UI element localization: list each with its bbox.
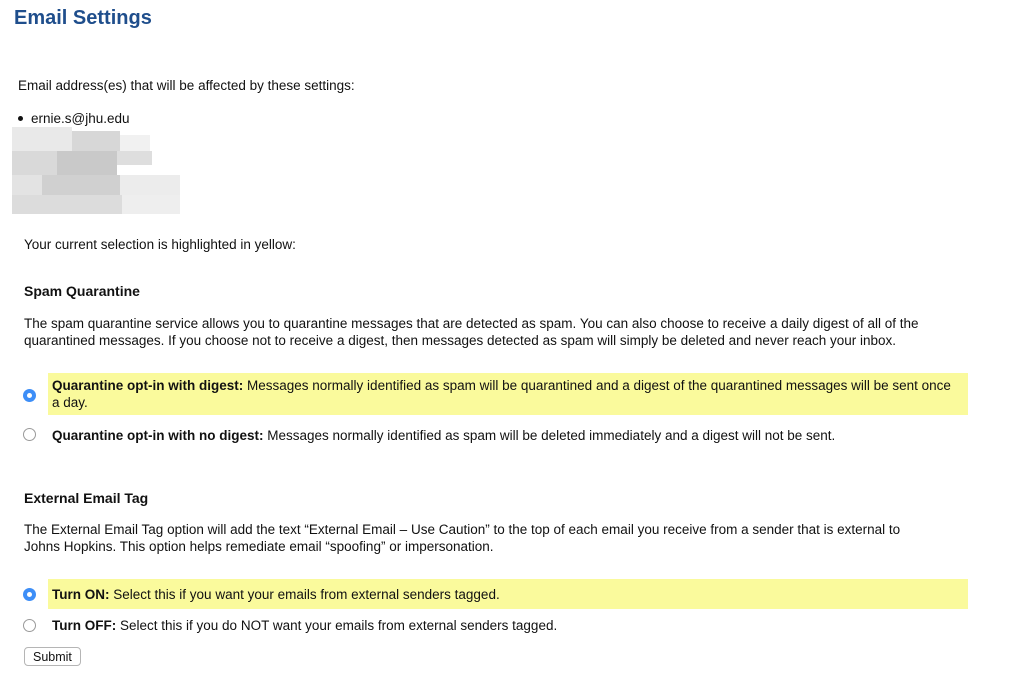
option-quarantine-no-digest-label[interactable]: [48, 423, 968, 448]
option-title: Quarantine opt-in with no digest:: [52, 428, 264, 443]
affected-addresses-label: Email address(es) that will be affected by these settings:: [18, 78, 355, 93]
external-email-tag-description: The External Email Tag option will add the text “External Email – Use Caution” to the top of each email you receive from a sender that is external to Johns Hopkins. This option helps remediate email “spoofing” or impersonation.: [24, 522, 901, 554]
option-title: Turn ON:: [52, 587, 110, 602]
option-quarantine-with-digest[interactable]: [20, 373, 968, 415]
option-turn-on-label[interactable]: [48, 579, 968, 609]
external-email-tag-heading: External Email Tag: [24, 490, 149, 506]
spam-quarantine-heading: Spam Quarantine: [24, 283, 140, 299]
radio-turn-on[interactable]: [23, 588, 36, 601]
option-turn-on[interactable]: [20, 579, 968, 609]
option-text: Select this if you want your emails from external senders tagged.: [113, 587, 500, 602]
email-address-list: [18, 111, 130, 126]
option-text: Select this if you do NOT want your emails from external senders tagged.: [120, 618, 558, 633]
bullet-icon: [18, 116, 23, 121]
email-address: ernie.s@jhu.edu: [31, 111, 130, 126]
selection-note: Your current selection is highlighted in yellow:: [24, 237, 296, 252]
option-turn-off[interactable]: [20, 613, 968, 638]
option-quarantine-with-digest-label[interactable]: [48, 373, 968, 415]
option-text: Messages normally identified as spam will be quarantined and a digest of the quarantined messages will be sent once a day.: [52, 378, 951, 410]
radio-quarantine-with-digest[interactable]: [23, 389, 36, 402]
radio-turn-off[interactable]: [23, 619, 36, 632]
submit-button[interactable]: Submit: [24, 647, 81, 666]
option-title: Turn OFF:: [52, 618, 117, 633]
radio-quarantine-no-digest[interactable]: [23, 428, 36, 441]
option-title: Quarantine opt-in with digest:: [52, 378, 244, 393]
option-turn-off-label[interactable]: [48, 613, 968, 638]
page-title: Email Settings: [14, 7, 152, 29]
email-address-item: [18, 111, 130, 126]
redacted-content: [12, 127, 180, 214]
spam-quarantine-description: The spam quarantine service allows you to quarantine messages that are detected as spam. You can also choose to receive a daily digest of all of the quarantined messages. If you choose not to receive a digest, then messages detected as spam will simply be deleted and never reach your inbox.: [24, 316, 919, 348]
option-quarantine-no-digest[interactable]: [20, 423, 968, 448]
option-text: Messages normally identified as spam will be deleted immediately and a digest will not be sent.: [267, 428, 836, 443]
